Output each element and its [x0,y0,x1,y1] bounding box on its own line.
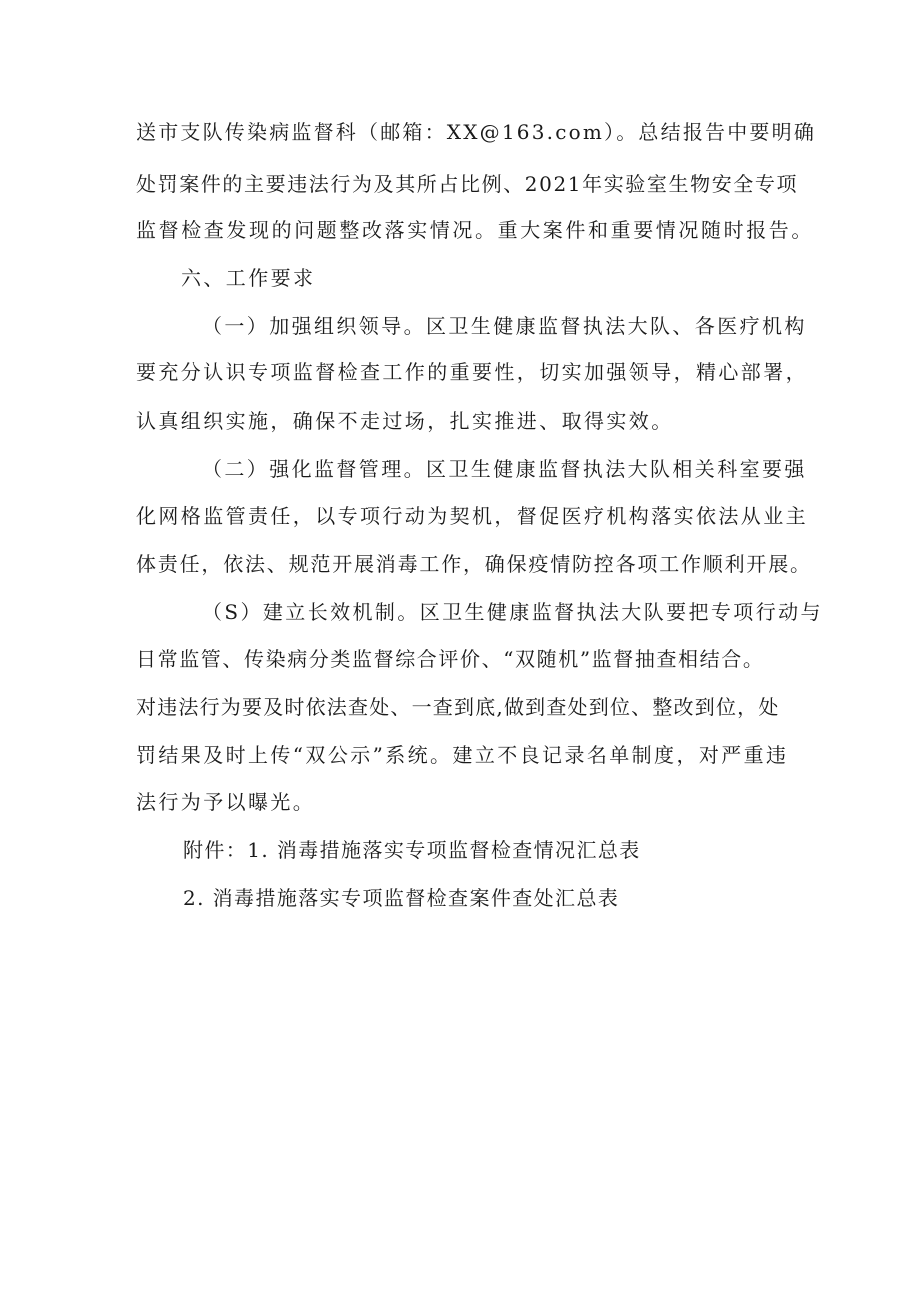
paragraph-line: 日常监管、传染病分类监督综合评价、“双随机”监督抽查相结合。 [136,647,765,671]
paragraph-line: 体责任，依法、规范开展消毒工作，确保疫情防控各项工作顺利开展。 [136,552,812,576]
paragraph-line: （S）建立长效机制。区卫生健康监督执法大队要把专项行动与 [202,600,823,624]
paragraph-line: 法行为予以曝光。 [136,790,316,814]
attachment-item: 附件：1. 消毒措施落实专项监督检查情况汇总表 [183,838,641,862]
paragraph-line: 认真组织实施，确保不走过场，扎实推进、取得实效。 [136,409,674,433]
paragraph-line: 监督检查发现的问题整改落实情况。重大案件和重要情况随时报告。 [136,218,814,242]
section-heading: 六、工作要求 [181,266,316,290]
paragraph-line: 送市支队传染病监督科（邮箱：XX@163.com）。总结报告中要明确 [136,120,817,144]
paragraph-line: 化网格监管责任，以专项行动为契机，督促医疗机构落实依法从业主 [136,504,808,528]
paragraph-line: 处罚案件的主要违法行为及其所占比例、2021年实验室生物安全专项 [136,172,799,196]
paragraph-line: （一）加强组织领导。区卫生健康监督执法大队、各医疗机构 [202,314,807,338]
paragraph-line: （二）强化监督管理。区卫生健康监督执法大队相关科室要强 [202,457,807,481]
paragraph-line: 要充分认识专项监督检查工作的重要性，切实加强领导，精心部署， [136,360,808,384]
paragraph-line: 罚结果及时上传“双公示”系统。建立不良记录名单制度，对严重违 [136,743,789,767]
attachment-item: 2. 消毒措施落实专项监督检查案件查处汇总表 [183,886,620,910]
paragraph-line: 对违法行为要及时依法查处、一查到底,做到查处到位、整改到位，处 [136,695,780,719]
